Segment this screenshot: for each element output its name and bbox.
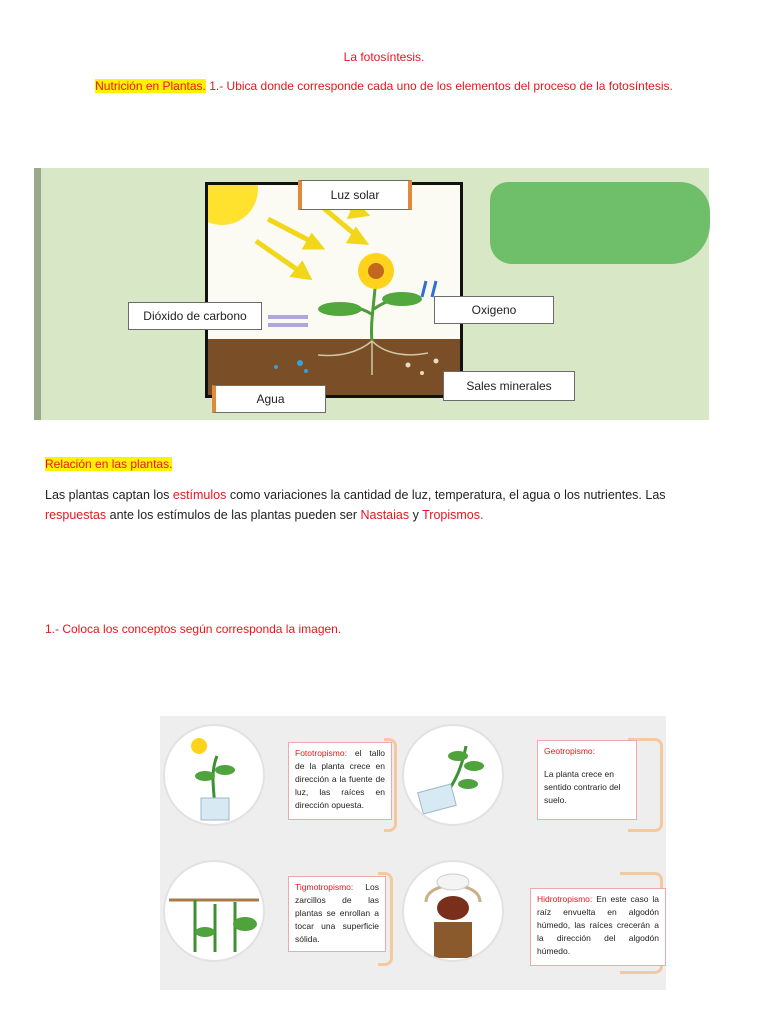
instruction-line: [0, 79, 768, 93]
tigmotropismo-image: [163, 860, 265, 962]
instruction-text: 1.- Ubica donde corresponde cada uno de los elementos del proceso de la fotosíntesis.: [205, 79, 673, 93]
label-agua[interactable]: Agua: [212, 385, 326, 413]
section-label-nutricion: Nutrición en Plantas.: [95, 79, 206, 93]
cotton: [437, 874, 469, 890]
text-fototropismo[interactable]: Fototropismo: el tallo de la planta crece en dirección a la fuente de luz, las raíces en dirección opuesta.: [288, 742, 392, 820]
geotropismo-image: [402, 724, 504, 826]
glass-pot: [201, 798, 229, 820]
co2-arrows: [268, 317, 308, 325]
bean: [437, 896, 469, 920]
sun-icon: [208, 185, 258, 225]
sun-icon: [191, 738, 207, 754]
page-title: La fotosíntesis.: [343, 50, 425, 64]
stimulus-paragraph: Las plantas captan los estímulos como variaciones la cantidad de luz, temperatura, el agua o los nutrientes. Las respuestas ante los estímulos de las plantas pueden ser Nastaias y Tropismos.: [45, 488, 666, 522]
glass-pot: [418, 784, 457, 814]
task-instruction-2: 1.- Coloca los conceptos según corresponda la imagen.: [45, 622, 342, 636]
soil-block: [434, 922, 472, 958]
label-luz-solar[interactable]: Luz solar: [298, 180, 412, 210]
fototropismo-image: [163, 724, 265, 826]
diagram-edge: [34, 168, 41, 420]
label-sales-minerales[interactable]: Sales minerales: [443, 371, 575, 401]
oxygen-arrows: [422, 281, 436, 297]
leaf-right: [382, 292, 422, 306]
text-hidrotropismo[interactable]: Hidrotropismo: En este caso la raíz envuelta en algodón húmedo, las raíces crecerán a la dirección del algodón húmedo.: [530, 888, 666, 966]
leaf-left: [318, 302, 362, 316]
section-heading-relacion: Relación en las plantas.: [45, 457, 173, 471]
plant-illustration-frame: [205, 182, 463, 398]
hidrotropismo-image: [402, 860, 504, 962]
label-dioxido-de-carbono[interactable]: Dióxido de carbono: [128, 302, 262, 330]
green-scribble: [490, 182, 710, 264]
text-tigmotropismo[interactable]: Tigmotropismo: Los zarcillos de las plantas se enrollan a tocar una superficie sólida.: [288, 876, 386, 952]
plant-illustration: [208, 185, 460, 395]
text-geotropismo[interactable]: Geotropismo: La planta crece en sentido contrario del suelo.: [537, 740, 637, 820]
label-oxigeno[interactable]: Oxigeno: [434, 296, 554, 324]
